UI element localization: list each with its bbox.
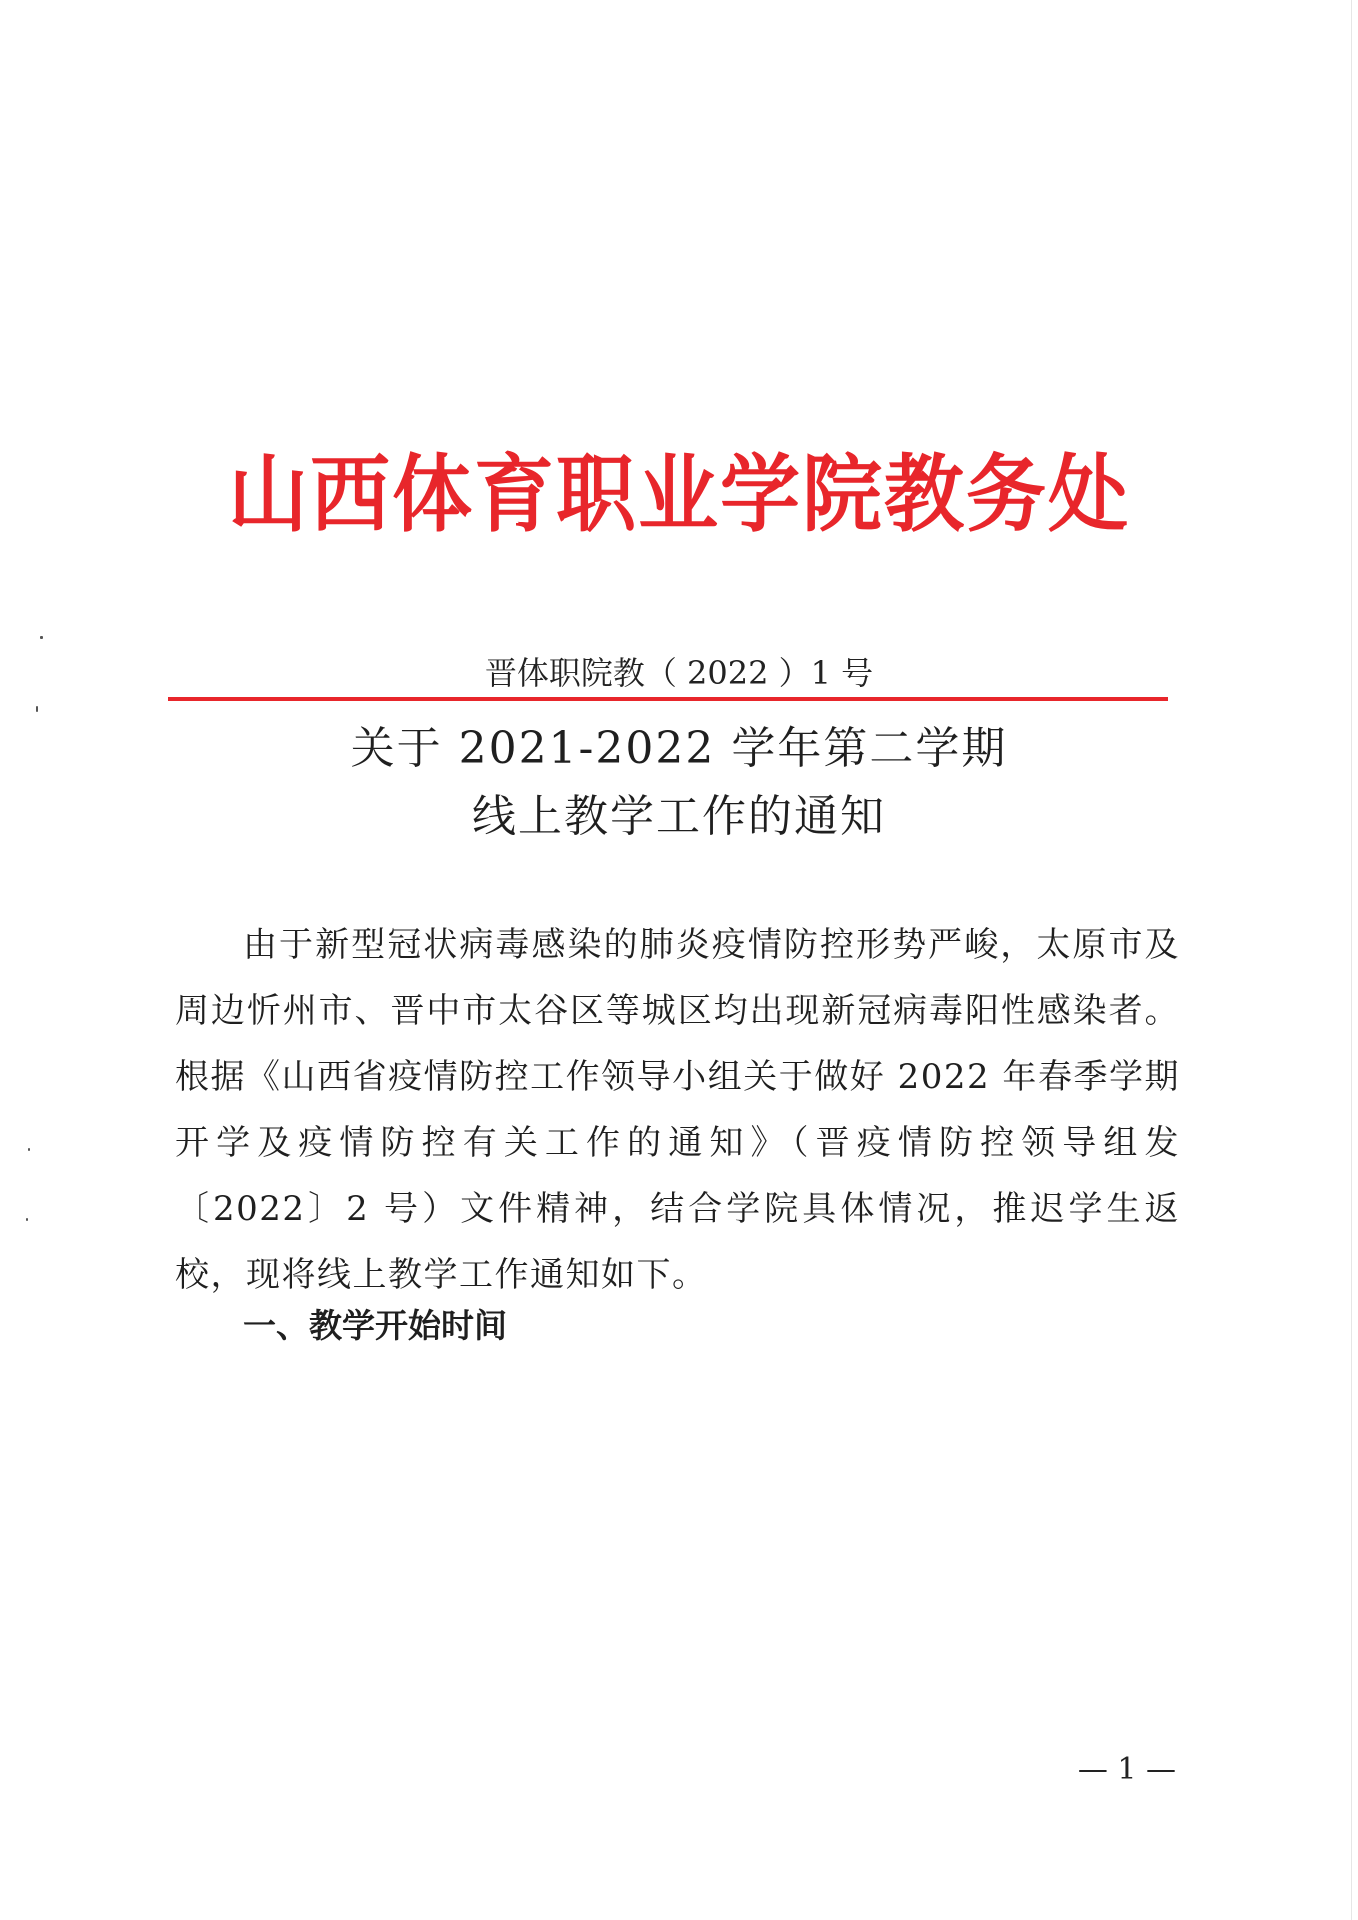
body-paragraph: 由于新型冠状病毒感染的肺炎疫情防控形势严峻，太原市及周边忻州市、晋中市太谷区等城区均出现新冠病毒阳性感染者。根据《山西省疫情防控工作领导小组关于做好 2022 年春季学期开学及疫情防控有关工作的通知》（晋疫情防控领导组发〔2022〕2 号）文件精神，结合学院具体情况，推迟学生返校，现将线上教学工作通知如下。 bbox=[175, 925, 1180, 1295]
issuing-organization-header: 山西体育职业学院教务处 bbox=[228, 446, 1130, 544]
scan-speck bbox=[26, 1218, 28, 1221]
document-title-line-2: 线上教学工作的通知 bbox=[472, 791, 886, 842]
red-separator-line bbox=[168, 697, 1168, 701]
scan-speck bbox=[40, 636, 43, 639]
page-number: — 1 — bbox=[1077, 1752, 1176, 1787]
section-heading: 一、教学开始时间 bbox=[243, 1306, 507, 1345]
document-title-line-1: 关于 2021-2022 学年第二学期 bbox=[350, 723, 1008, 774]
scan-edge bbox=[1351, 0, 1352, 1920]
scan-speck bbox=[28, 1148, 30, 1151]
document-number: 晋体职院教（ 2022 ）1 号 bbox=[484, 654, 874, 692]
